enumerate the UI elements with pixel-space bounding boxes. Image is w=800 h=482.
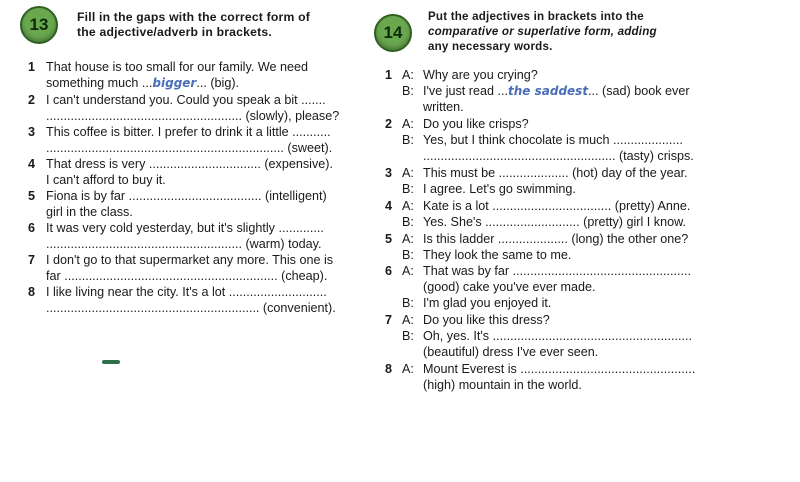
item-text: (high) mountain in the world. [423, 378, 582, 392]
item-text: I don't go to that supermarket any more. This one is [46, 253, 334, 267]
item-text: I like living near the city. It's a lot ............................ [46, 285, 327, 299]
speaker-a: A: [402, 232, 414, 246]
item-number: 3 [385, 166, 393, 180]
gap-suffix: ... (big). [196, 76, 240, 90]
decorative-mark [102, 360, 120, 364]
speaker-b: B: [402, 182, 414, 196]
item-text: That house is too small for our family. We need [46, 60, 309, 74]
speaker-a: A: [402, 313, 414, 327]
item-text: Yes, but I think chocolate is much .................... [423, 133, 683, 147]
gap-prefix: something much ... [46, 76, 153, 90]
item-text [46, 75, 239, 91]
item-text: .................................................................... (sweet). [46, 141, 333, 155]
item-text: This must be .................... (hot) day of the year. [423, 166, 688, 180]
speaker-a: A: [402, 68, 414, 82]
item-text: That dress is very ................................ (expensive). [46, 157, 333, 171]
speaker-a: A: [402, 117, 414, 131]
speaker-a: A: [402, 166, 414, 180]
item-number: 1 [28, 60, 36, 74]
exercise-13-badge: 13 [20, 6, 58, 44]
speaker-a: A: [402, 264, 414, 278]
item-text: ....................................................... (tasty) crisps. [423, 149, 694, 163]
item-number: 5 [385, 232, 393, 246]
item-text: Why are you crying? [423, 68, 538, 82]
speaker-b: B: [402, 296, 414, 310]
exercise-14-instruction [428, 9, 657, 54]
item-text: I'm glad you enjoyed it. [423, 296, 552, 310]
gap-suffix: ... (sad) book ever [588, 84, 690, 98]
item-number: 2 [28, 93, 36, 107]
item-number: 6 [385, 264, 393, 278]
speaker-a: A: [402, 362, 414, 376]
speaker-b: B: [402, 215, 414, 229]
item-text: (beautiful) dress I've ever seen. [423, 345, 599, 359]
item-text: Is this ladder .................... (long) the other one? [423, 232, 689, 246]
item-text: Yes. She's ........................... (pretty) girl I know. [423, 215, 686, 229]
item-text: written. [423, 100, 464, 114]
gap-prefix: I've just read ... [423, 84, 509, 98]
speaker-a: A: [402, 199, 414, 213]
instruction-line: the adjective/adverb in brackets. [77, 25, 272, 39]
instruction-line: any necessary words. [428, 40, 553, 53]
exercise-14-badge: 14 [374, 14, 412, 52]
item-text: Fiona is by far ...................................... (intelligent) [46, 189, 327, 203]
instruction-line: Put the adjectives in brackets into the [428, 10, 644, 23]
item-text: far ............................................................. (cheap). [46, 269, 328, 283]
instruction-line: comparative or superlative form, adding [428, 25, 657, 38]
item-text: ........................................................ (slowly), please? [46, 109, 340, 123]
item-number: 4 [28, 157, 36, 171]
item-text: It was very cold yesterday, but it's slightly ............. [46, 221, 324, 235]
item-text [423, 83, 690, 99]
item-text: Do you like this dress? [423, 313, 550, 327]
speaker-b: B: [402, 133, 414, 147]
item-text: Do you like crisps? [423, 117, 529, 131]
item-text: Mount Everest is .................................................. [423, 362, 696, 376]
item-number: 4 [385, 199, 393, 213]
handwritten-answer: bigger [152, 76, 197, 90]
item-text: ............................................................. (convenient). [46, 301, 336, 315]
speaker-b: B: [402, 248, 414, 262]
item-number: 3 [28, 125, 36, 139]
item-number: 5 [28, 189, 36, 203]
item-text: ........................................................ (warm) today. [46, 237, 322, 251]
instruction-line: Fill in the gaps with the correct form of [77, 10, 311, 24]
speaker-b: B: [402, 84, 414, 98]
item-number: 7 [28, 253, 36, 267]
item-number: 7 [385, 313, 393, 327]
item-number: 8 [28, 285, 36, 299]
item-number: 6 [28, 221, 36, 235]
item-text: I can't understand you. Could you speak a bit ....... [46, 93, 326, 107]
item-text: girl in the class. [46, 205, 133, 219]
item-text: That was by far ................................................... [423, 264, 692, 278]
speaker-b: B: [402, 329, 414, 343]
item-number: 2 [385, 117, 393, 131]
item-text: Oh, yes. It's ......................................................... [423, 329, 693, 343]
item-text: Kate is a lot .................................. (pretty) Anne. [423, 199, 691, 213]
item-number: 8 [385, 362, 393, 376]
exercise-13-instruction [77, 10, 310, 40]
handwritten-answer: the saddest [508, 84, 589, 98]
item-text: I agree. Let's go swimming. [423, 182, 576, 196]
item-text: (good) cake you've ever made. [423, 280, 596, 294]
item-number: 1 [385, 68, 393, 82]
item-text: This coffee is bitter. I prefer to drink it a little ........... [46, 125, 331, 139]
item-text: I can't afford to buy it. [46, 173, 166, 187]
item-text: They look the same to me. [423, 248, 572, 262]
